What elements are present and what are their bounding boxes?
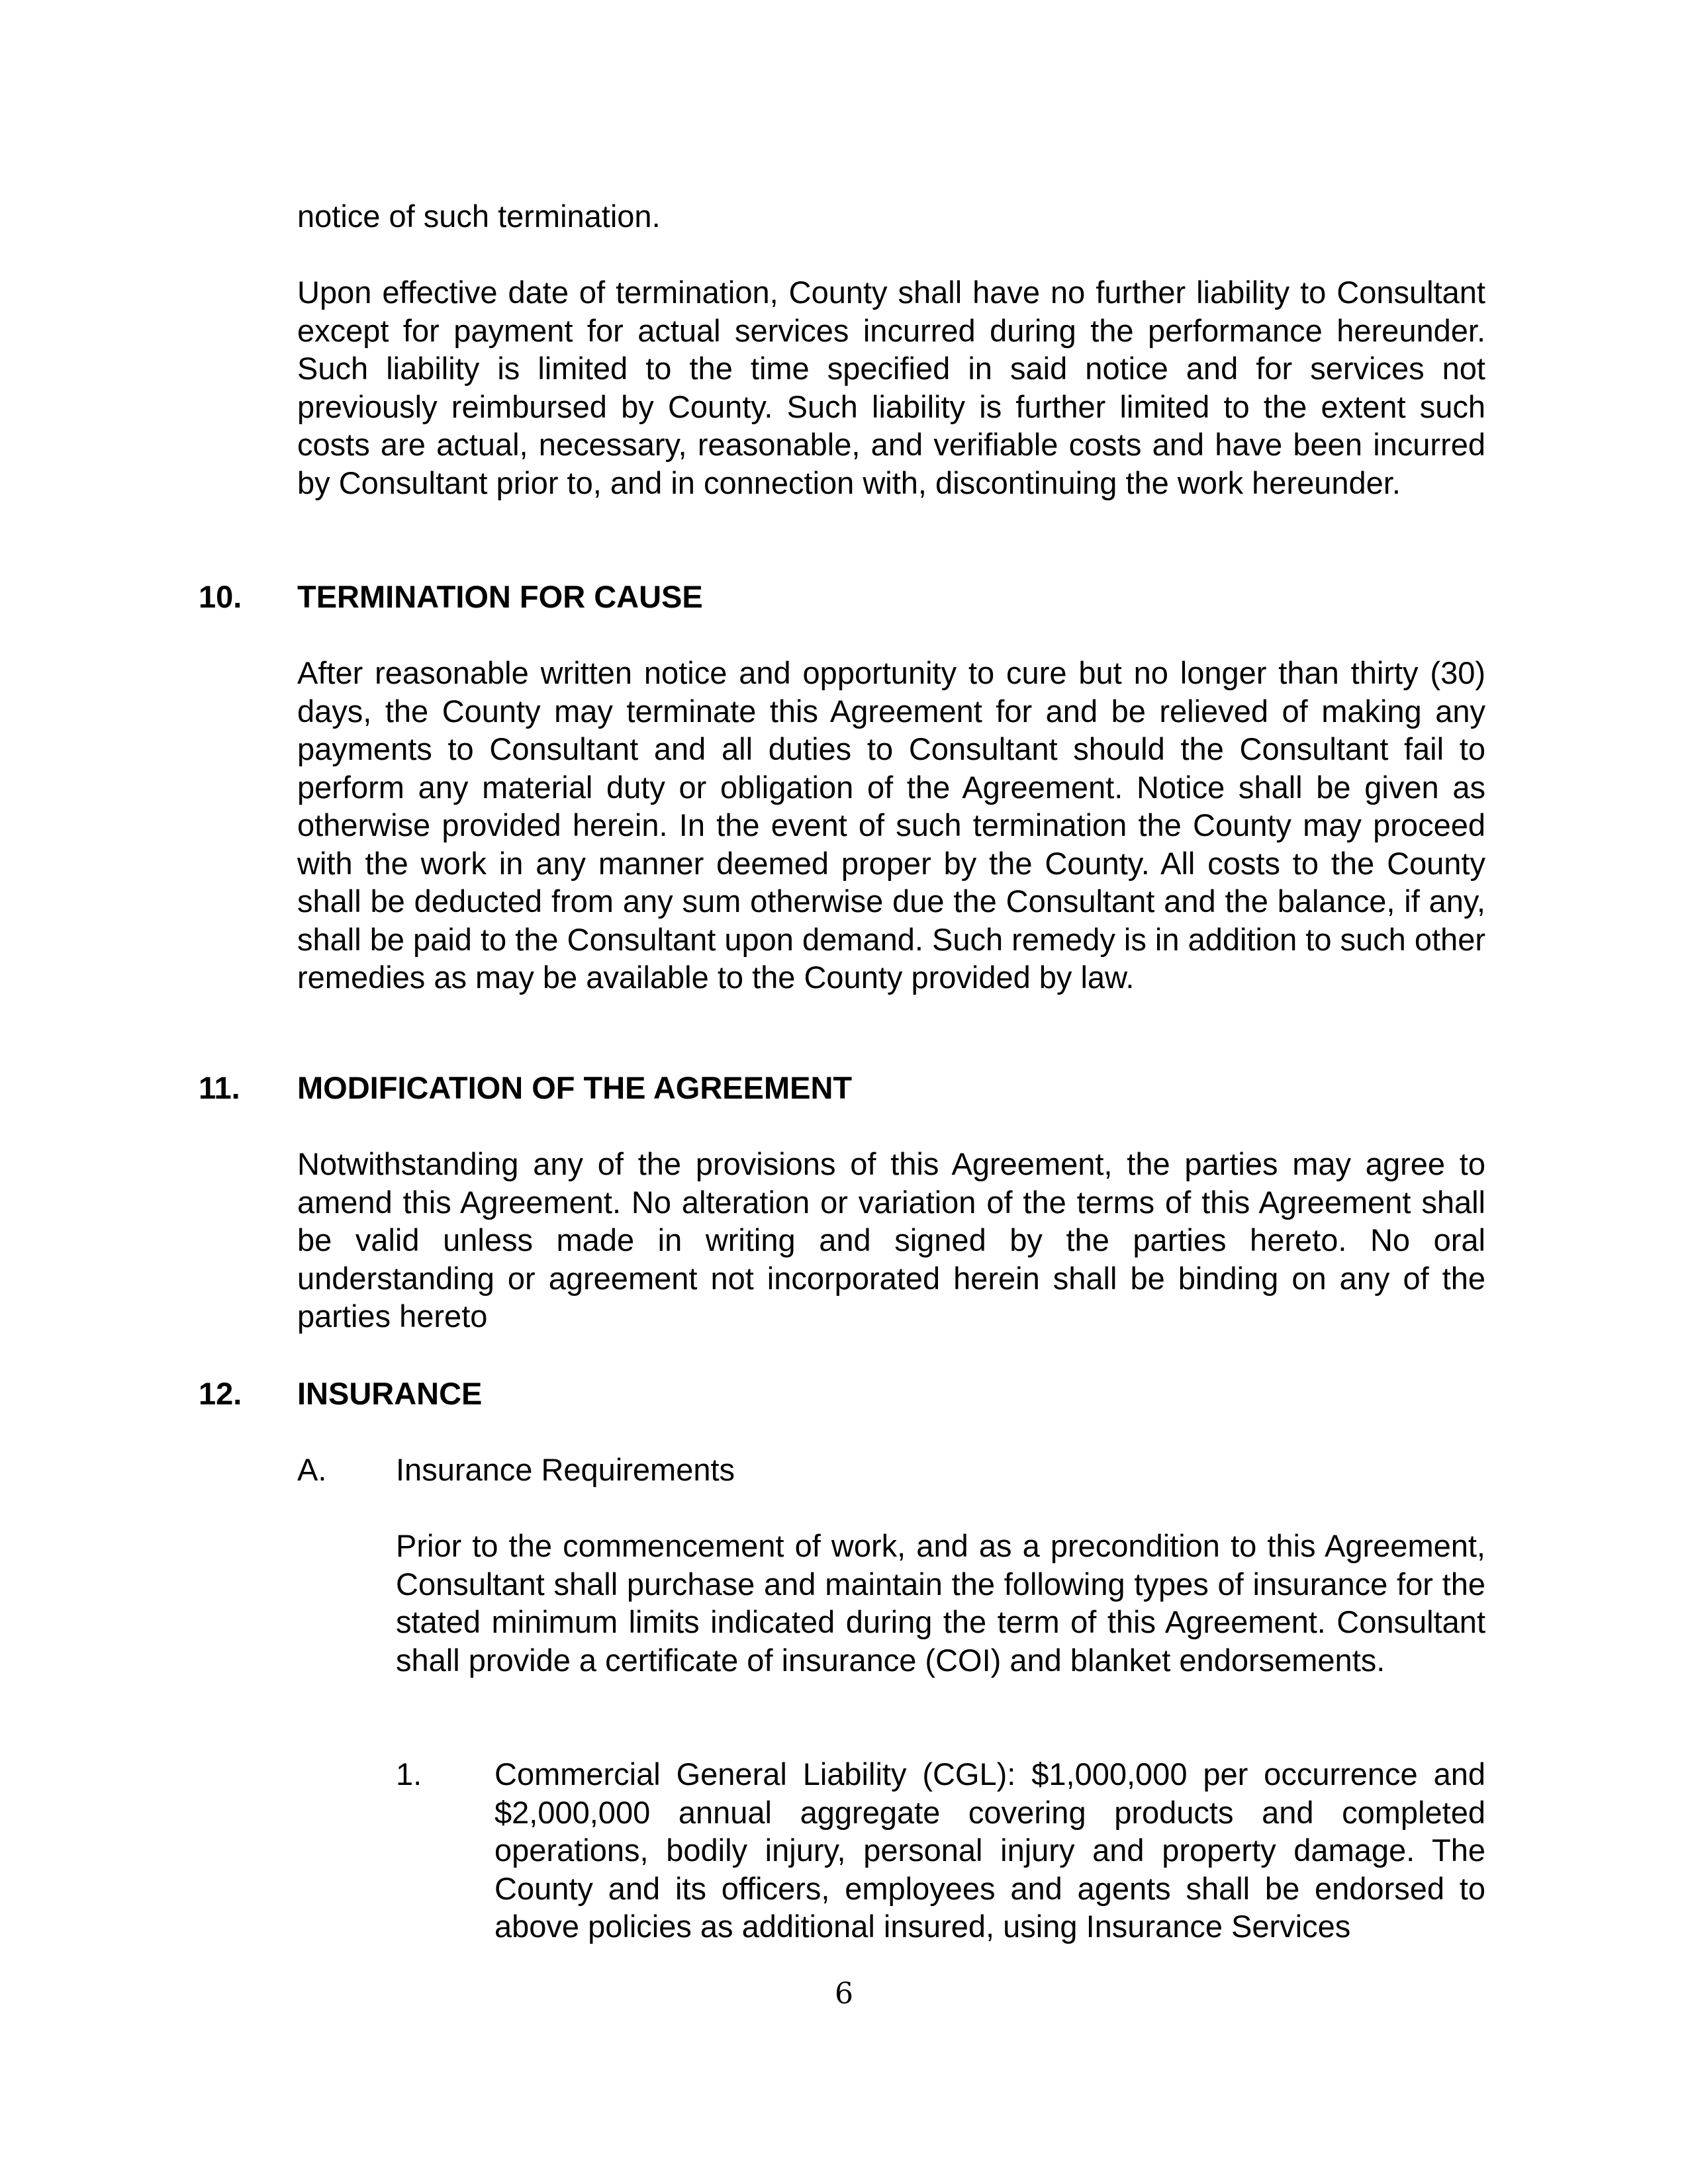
section-10-title: TERMINATION FOR CAUSE — [297, 579, 703, 614]
section-12-number: 12. — [199, 1376, 242, 1411]
page-number: 6 — [835, 1977, 853, 2011]
section-10-body: After reasonable written notice and opportunity to cure but no longer than thirty (30) days, the County may terminate this Agreement for and be relieved of making any payments to Consultant and all duties to Consultant should the Consultant fail to perform any material duty or obligation of the Agreement. Notice shall be given as otherwise provided herein. In the event of such termination the County may proceed with the work in any manner deemed proper by the County. All costs to the County shall be deducted from any sum otherwise due the Consultant and the balance, if any, shall be paid to the Consultant upon demand. Such remedy is in addition to such other remedies as may be available to the County provided by law. — [297, 655, 1485, 995]
subsection-a-title: Insurance Requirements — [396, 1452, 735, 1487]
subsection-a-letter: A. — [297, 1452, 327, 1487]
section-12-title: INSURANCE — [297, 1376, 483, 1411]
subsection-a-body: Prior to the commencement of work, and as a precondition to this Agreement, Consultant shall purchase and maintain the following types of insurance for the stated minimum limits indicated during the term of this Agreement. Consultant shall provide a certificate of insurance (COI) and blanket endorsements. — [396, 1528, 1485, 1678]
insurance-item-1-text: Commercial General Liability (CGL): $1,000,000 per occurrence and $2,000,000 annual aggregate covering products and completed operations, bodily injury, personal injury and property damage. The County and its officers, employees and agents shall be endorsed to above policies as additional insured, using Insurance Services — [494, 1756, 1485, 1944]
section-10-number: 10. — [199, 579, 242, 614]
section-11-body: Notwithstanding any of the provisions of this Agreement, the parties may agree to amend this Agreement. No alteration or variation of the terms of this Agreement shall be valid unless made in writing and signed by the parties hereto. No oral understanding or agreement not incorporated herein shall be binding on any of the parties hereto — [297, 1146, 1485, 1334]
section-11-number: 11. — [199, 1070, 240, 1105]
section-11-title: MODIFICATION OF THE AGREEMENT — [297, 1070, 853, 1105]
termination-liability-paragraph: Upon effective date of termination, County shall have no further liability to Consultant except for payment for actual services incurred during the performance hereunder. Such liability is limited to the time specified in said notice and for services not previously reimbursed by County. Such liability is further limited to the extent such costs are actual, necessary, reasonable, and verifiable costs and have been incurred by Consultant prior to, and in connection with, discontinuing the work hereunder. — [297, 275, 1485, 500]
insurance-item-1-number: 1. — [396, 1756, 422, 1792]
intro-fragment: notice of such termination. — [297, 199, 661, 234]
